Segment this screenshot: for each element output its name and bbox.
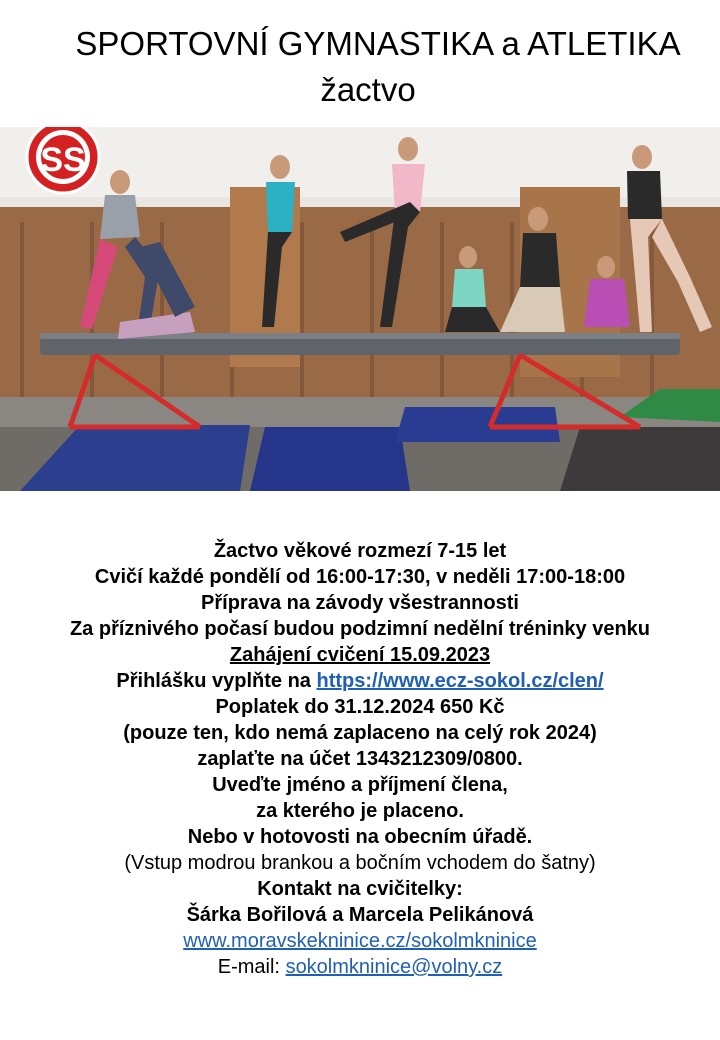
cash-payment: Nebo v hotovosti na obecním úřadě. [187,826,533,848]
signup-link[interactable]: https://www.ecz-sokol.cz/clen/ [316,670,604,692]
entry-note: (Vstup modrou brankou a bočním vchodem do šatny) [124,852,596,874]
name-note-2: za kterého je placeno. [256,800,464,822]
signup-prefix: Přihlášku vyplňte na [116,670,317,692]
signup-line [0,668,720,694]
website-line [0,928,720,954]
start-date [0,642,720,668]
contact-label: Kontakt na cvičitelky: [257,878,463,900]
gymnastics-photo [0,127,720,491]
website-link[interactable]: www.moravskekninice.cz/sokolmkninice [183,930,537,952]
email-prefix: E-mail: [217,956,286,978]
schedule: Cvičí každé pondělí od 16:00-17:30, v neděli 17:00-18:00 [94,566,626,588]
logo-letters: SS [40,141,86,179]
fee-note: (pouze ten, kdo nemá zaplaceno na celý rok 2024) [123,722,597,744]
page-title: SPORTOVNÍ GYMNASTIKA a ATLETIKA [75,25,681,62]
competition-prep: Příprava na závody všestrannosti [201,592,519,614]
start-date-text: Zahájení cvičení 15.09.2023 [229,644,491,666]
sokol-logo-icon [27,127,99,193]
name-note-1: Uveďte jméno a příjmení člena, [212,774,508,796]
fee: Poplatek do 31.12.2024 650 Kč [215,696,505,718]
bank-account: zaplaťte na účet 1343212309/0800. [197,748,523,770]
coach-names: Šárka Bořilová a Marcela Pelikánová [186,904,534,926]
age-range: Žactvo věkové rozmezí 7-15 let [213,540,507,562]
outdoor-training: Za příznivého počasí budou podzimní nedělní tréninky venku [69,618,651,640]
email-line [0,954,720,980]
email-link[interactable]: sokolmkninice@volny.cz [285,956,503,978]
page-subtitle: žactvo [320,71,416,108]
info-block [0,538,720,980]
